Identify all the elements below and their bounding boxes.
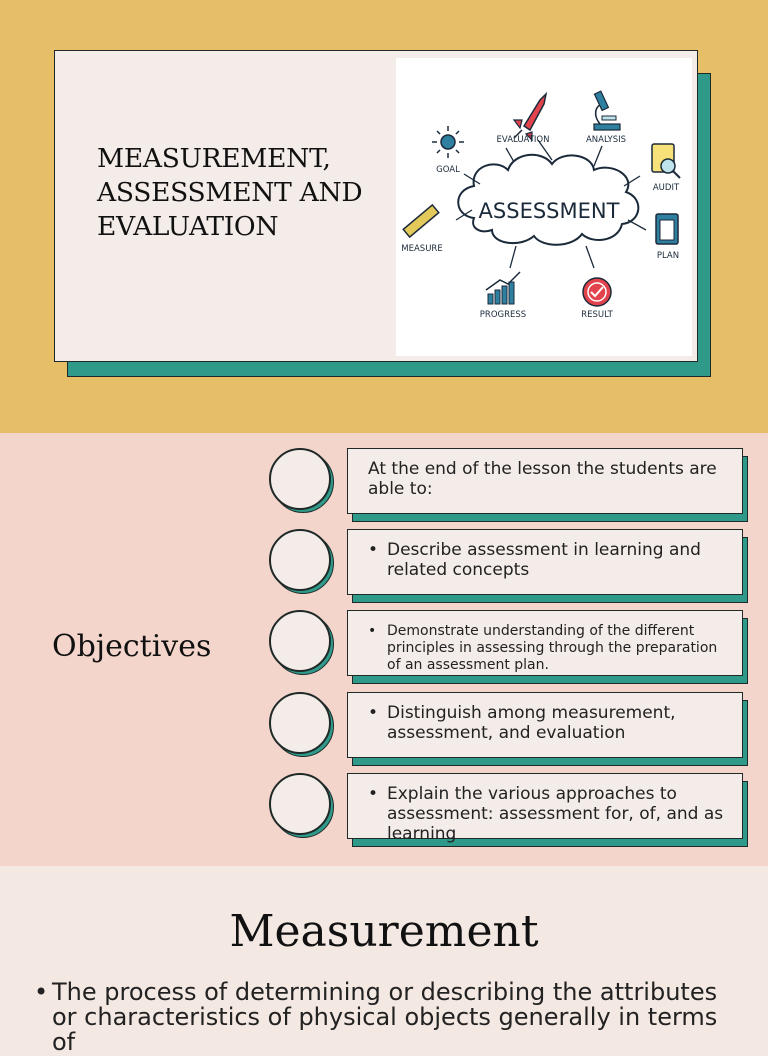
objective-text: • Explain the various approaches to assessment: assessment for, of, and as learning xyxy=(368,784,730,844)
microscope-icon xyxy=(594,91,620,130)
objective-row xyxy=(268,448,748,518)
slide-title-line-3: EVALUATION xyxy=(97,211,279,242)
ruler-icon xyxy=(403,205,439,237)
objective-box xyxy=(347,610,743,676)
objective-text: • Describe assessment in learning and related concepts xyxy=(368,540,730,580)
objective-box xyxy=(347,773,743,844)
result-label: RESULT xyxy=(581,310,613,320)
circle-marker xyxy=(269,529,331,591)
slide-title xyxy=(97,142,397,244)
objectives-title: Objectives xyxy=(52,629,212,664)
goal-icon xyxy=(432,126,464,158)
slide-title-line-2: ASSESSMENT AND xyxy=(97,177,363,208)
progress-chart-icon xyxy=(486,272,520,304)
objective-text: • Demonstrate understanding of the different principles in assessing through the preparation of an assessment plan. xyxy=(368,623,730,674)
plan-label: PLAN xyxy=(656,251,680,261)
measurement-definition: The process of determining or describing the attributes or characteristics of physical objects generally in terms of xyxy=(52,978,718,1056)
objective-text: • Distinguish among measurement, assessment, and evaluation xyxy=(368,703,730,743)
assessment-diagram xyxy=(396,58,692,356)
progress-label: PROGRESS xyxy=(479,310,527,320)
objective-box xyxy=(347,529,743,595)
result-check-icon xyxy=(583,278,611,306)
circle-marker xyxy=(269,448,331,510)
circle-marker xyxy=(269,692,331,754)
audit-label: AUDIT xyxy=(652,183,680,193)
measurement-slide xyxy=(0,866,768,1056)
slide-title-line-1: MEASUREMENT, xyxy=(97,143,331,174)
bullet-marker: • xyxy=(34,978,49,1006)
measurement-title: Measurement xyxy=(229,906,539,957)
objective-box xyxy=(347,692,743,758)
cloud-label: ASSESSMENT xyxy=(478,199,620,223)
rocket-icon xyxy=(514,94,546,140)
objective-box xyxy=(347,448,743,514)
plan-clipboard-icon xyxy=(656,214,678,244)
goal-label: GOAL xyxy=(436,165,460,175)
circle-marker xyxy=(269,610,331,672)
objective-row xyxy=(268,692,748,762)
title-slide xyxy=(0,0,768,433)
objective-row xyxy=(268,773,748,843)
audit-clipboard-icon xyxy=(652,144,680,178)
objective-text: At the end of the lesson the students are able to: xyxy=(368,459,717,499)
objective-row xyxy=(268,529,748,599)
objective-row xyxy=(268,610,748,680)
measure-label: MEASURE xyxy=(401,244,443,254)
analysis-label: ANALYSIS xyxy=(585,135,627,145)
evaluation-label: EVALUATION xyxy=(496,135,550,145)
circle-marker xyxy=(269,773,331,835)
objectives-slide xyxy=(0,433,768,866)
